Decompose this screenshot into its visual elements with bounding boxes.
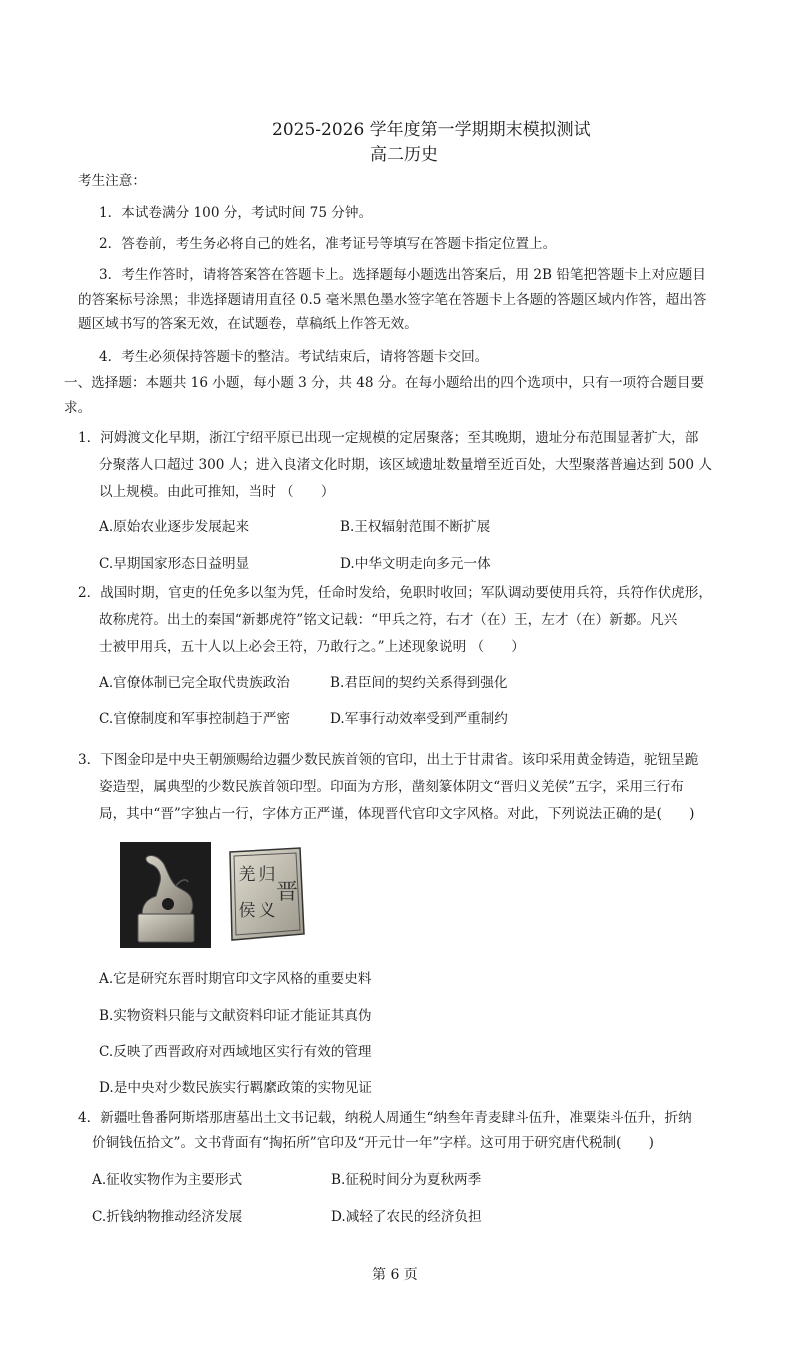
notice-item-3: 3．考生作答时，请将答案答在答题卡上。选择题每小题选出答案后，用 2B 铅笔把答题卡上对应题目	[99, 267, 706, 283]
q2-stem-line-2: 故称虎符。出土的秦国“新郪虎符”铭文记载：“甲兵之符，右才（在）王，左才（在）新郪。凡兴	[99, 612, 678, 628]
q4-option-a[interactable]: A.征收实物作为主要形式	[92, 1172, 243, 1188]
section-heading: 一、选择题：本题共 16 小题，每小题 3 分，共 48 分。在每小题给出的四个选项中，只有一项符合题目要	[64, 375, 705, 391]
seal-char-jin: 晋	[276, 880, 299, 905]
q3-option-a[interactable]: A.它是研究东晋时期官印文字风格的重要史料	[99, 971, 372, 987]
q3-option-d[interactable]: D.是中央对少数民族实行羁縻政策的实物见证	[99, 1080, 373, 1096]
q1-stem-line-1: 1．河姆渡文化早期，浙江宁绍平原已出现一定规模的定居聚落；至其晚期，遗址分布范围显著扩大，部	[78, 430, 699, 446]
q2-stem-line-3: 士被甲用兵，五十人以上必会王符，乃敢行之。”上述现象说明 （ ）	[99, 639, 525, 655]
q2-option-c[interactable]: C.官僚制度和军事控制趋于严密	[99, 711, 290, 727]
q4-option-c[interactable]: C.折钱纳物推动经济发展	[92, 1209, 243, 1225]
notice-item-3-cont-1: 的答案标号涂黑；非选择题请用直径 0.5 毫米黑色墨水签字笔在答题卡上各题的答题区域内作答，超出答	[78, 292, 707, 308]
q3-stem-line-2: 姿造型，属典型的少数民族首领印型。印面为方形，凿刻篆体阴文“晋归义羌侯”五字，采用三行布	[99, 779, 684, 795]
notice-item-3-cont-2: 题区域书写的答案无效，在试题卷，草稿纸上作答无效。	[78, 316, 418, 332]
camel-seal-photo	[120, 842, 211, 948]
q2-option-d[interactable]: D.军事行动效率受到严重制约	[330, 711, 508, 727]
seal-face-photo	[224, 844, 308, 944]
q2-stem-line-1: 2．战国时期，官吏的任免多以玺为凭，任命时发给，免职时收回；军队调动要使用兵符，兵符作伏虎形，	[78, 585, 712, 601]
q1-option-a[interactable]: A.原始农业逐步发展起来	[99, 519, 250, 535]
camel-seal-icon	[120, 842, 211, 948]
q4-stem-line-1: 4．新疆吐鲁番阿斯塔那唐墓出土文书记载，纳税人周通生“纳叁年青麦肆斗伍升，准粟柒斗伍升，折纳	[78, 1110, 692, 1126]
notice-heading: 考生注意：	[78, 173, 146, 189]
notice-item-1: 1．本试卷满分 100 分，考试时间 75 分钟。	[99, 205, 373, 221]
seal-char-gui: 归	[258, 865, 276, 885]
page-number: 第 6 页	[372, 1267, 418, 1283]
seal-char-hou: 侯	[238, 901, 256, 921]
q3-option-c[interactable]: C.反映了西晋政府对西域地区实行有效的管理	[99, 1044, 372, 1060]
exam-title: 2025-2026 学年度第一学期期末模拟测试	[272, 120, 591, 140]
section-heading-cont: 求。	[64, 400, 92, 416]
notice-item-2: 2．答卷前，考生务必将自己的姓名，准考证号等填写在答题卡指定位置上。	[99, 236, 557, 252]
q3-stem-line-3: 局，其中“晋”字独占一行，字体方正严谨，体现晋代官印文字风格。对此，下列说法正确的是( )	[99, 806, 695, 822]
q1-stem-line-3: 以上规模。由此可推知，当时 （ ）	[99, 484, 335, 500]
q1-option-b[interactable]: B.王权辐射范围不断扩展	[340, 519, 491, 535]
seal-char-qiang: 羌	[238, 865, 256, 885]
q2-option-a[interactable]: A.官僚体制已完全取代贵族政治	[99, 675, 290, 691]
q2-option-b[interactable]: B.君臣间的契约关系得到强化	[330, 675, 508, 691]
q3-stem-line-1: 3．下图金印是中央王朝颁赐给边疆少数民族首领的官印，出土于甘肃省。该印采用黄金铸造，驼钮呈跪	[78, 752, 699, 768]
q4-stem-line-2: 价铜钱伍拾文”。文书背面有“掏拓所”官印及“开元廿一年”字样。这可用于研究唐代税制( )	[92, 1135, 654, 1151]
exam-subject: 高二历史	[370, 145, 438, 165]
q1-option-d[interactable]: D.中华文明走向多元一体	[340, 556, 491, 572]
q4-option-b[interactable]: B.征税时间分为夏秋两季	[331, 1172, 482, 1188]
q1-option-c[interactable]: C.早期国家形态日益明显	[99, 556, 250, 572]
seal-char-yi: 义	[258, 901, 276, 921]
notice-item-4: 4．考生必须保持答题卡的整洁。考试结束后，请将答题卡交回。	[99, 349, 489, 365]
q1-stem-line-2: 分聚落人口超过 300 人；进入良渚文化时期，该区域遗址数量增至近百处，大型聚落普遍达到 500 人	[99, 457, 712, 473]
q3-option-b[interactable]: B.实物资料只能与文献资料印证才能证其真伪	[99, 1008, 372, 1024]
q4-option-d[interactable]: D.减轻了农民的经济负担	[331, 1209, 482, 1225]
